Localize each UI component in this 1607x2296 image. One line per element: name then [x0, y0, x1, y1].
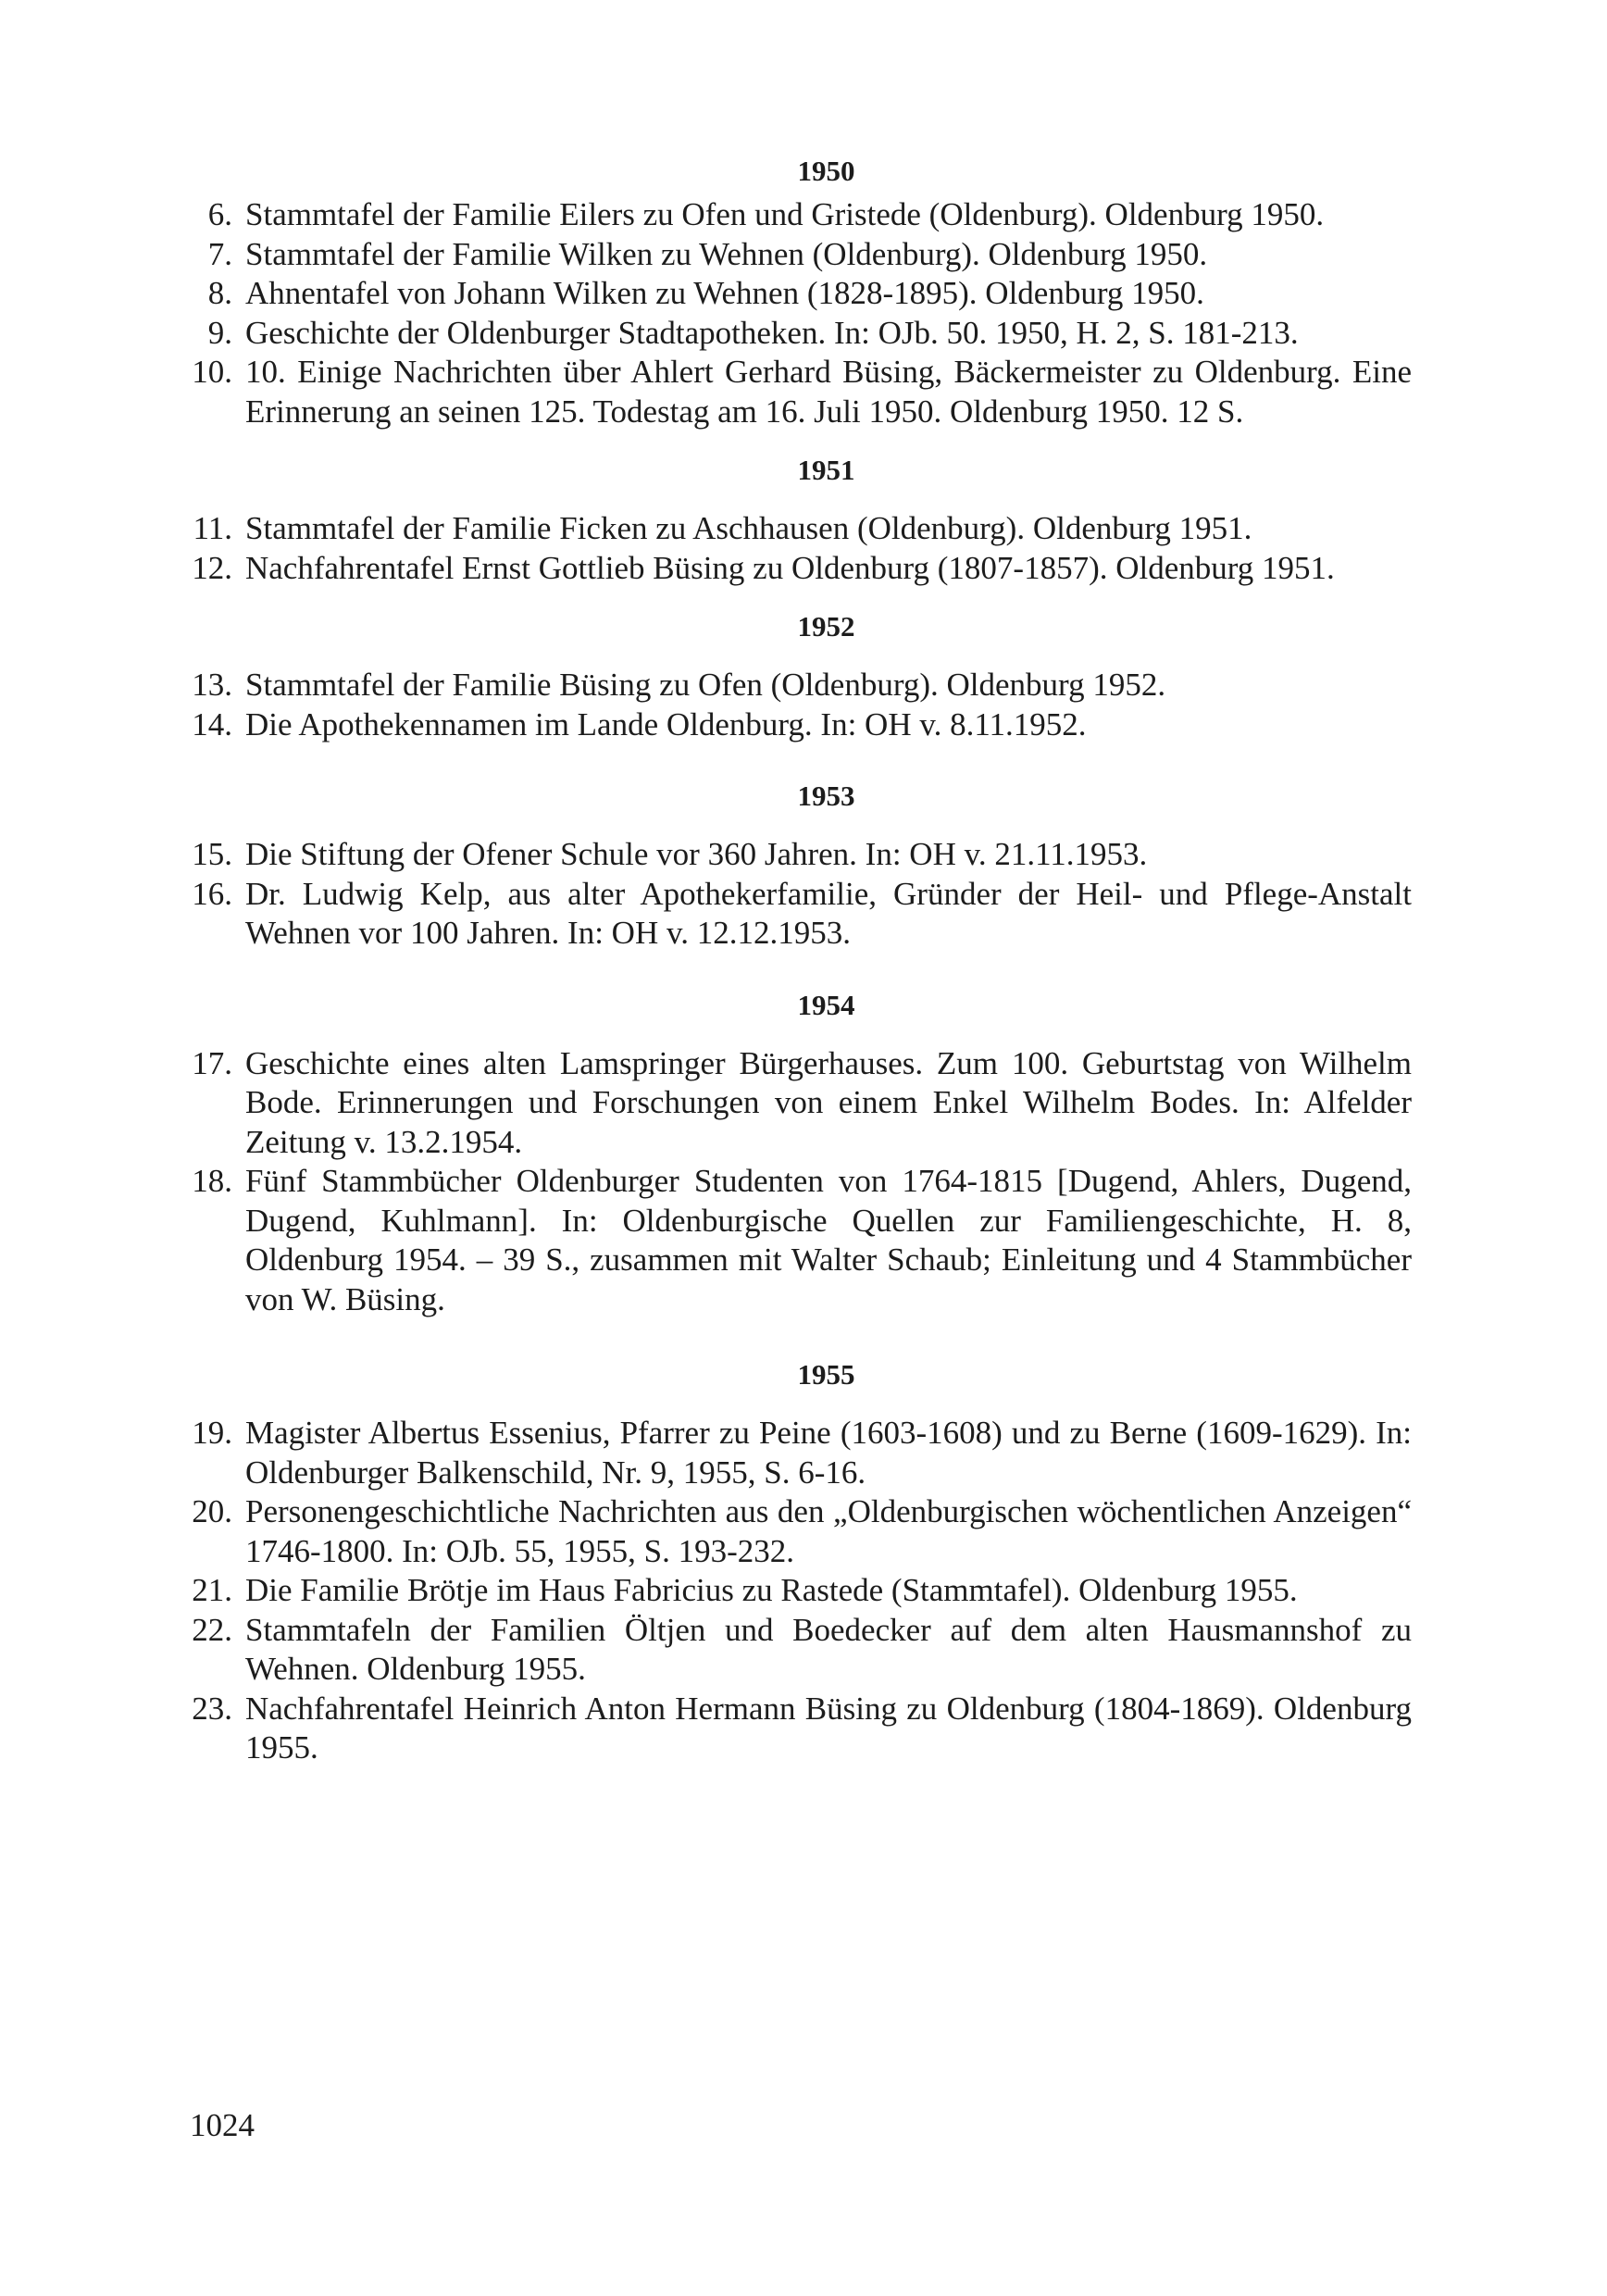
bibliography-entry: [190, 1690, 1412, 1768]
entry-text: Ahnentafel von Johann Wilken zu Wehnen (1828-1895). Oldenburg 1950.: [245, 275, 1204, 311]
entry-text: Nachfahrentafel Heinrich Anton Hermann Büsing zu Oldenburg (1804-1869). Oldenburg 1955.: [245, 1690, 1412, 1766]
entry-number: 23.: [192, 1690, 232, 1727]
entry-text: Geschichte eines alten Lamspringer Bürgerhauses. Zum 100. Geburtstag von Wilhelm Bode. Erinnerungen und Forschungen von einem Enkel Wilhelm Bodes. In: Alfelder Zeitung v. 13.2.1954.: [245, 1044, 1412, 1160]
entry-number: 8.: [207, 275, 232, 311]
entry-text: Nachfahrentafel Ernst Gottlieb Büsing zu Oldenburg (1807-1857). Oldenburg 1951.: [245, 549, 1335, 586]
entry-text: Fünf Stammbücher Oldenburger Studenten von 1764-1815 [Dugend, Ahlers, Dugend, Dugend, Kuhlmann]. In: Oldenburgische Quellen zur Familiengeschichte, H. 8, Oldenburg 1954. – 39 S., zusammen mit Walter Schaub; Einleitung und 4 Stammbücher von W. Büsing.: [245, 1163, 1412, 1317]
entry-text: Stammtafel der Familie Wilken zu Wehnen (Oldenburg). Oldenburg 1950.: [245, 235, 1208, 272]
year-heading: 1954: [797, 988, 855, 1021]
bibliography-entry: [190, 1571, 1412, 1611]
entry-number: 14.: [192, 705, 232, 742]
entry-text: Magister Albertus Essenius, Pfarrer zu Peine (1603-1608) und zu Berne (1609-1629). In: Oldenburger Balkenschild, Nr. 9, 1955, S. 6-16.: [245, 1415, 1412, 1491]
entry-number: 17.: [192, 1044, 232, 1081]
entry-number: 18.: [192, 1163, 232, 1199]
bibliography-entry: [190, 549, 1412, 589]
bibliography-entry: [190, 875, 1412, 954]
entry-number: 19.: [192, 1415, 232, 1451]
entry-number: 9.: [207, 314, 232, 351]
bibliography-entry: [190, 235, 1412, 275]
entry-text: Personengeschichtliche Nachrichten aus den „Oldenburgischen wöchentlichen Anzeigen“ 1746-1800. In: OJb. 55, 1955, S. 193-232.: [245, 1493, 1412, 1569]
bibliography-entry: [190, 1611, 1412, 1690]
entry-text: Stammtafel der Familie Ficken zu Aschhausen (Oldenburg). Oldenburg 1951.: [245, 510, 1252, 546]
bibliography-entry: [190, 274, 1412, 314]
year-heading: 1950: [797, 155, 855, 187]
bibliography-entry: [190, 1162, 1412, 1319]
entry-text: Die Stiftung der Ofener Schule vor 360 Jahren. In: OH v. 21.11.1953.: [245, 836, 1148, 872]
year-heading: 1951: [797, 454, 855, 486]
bibliography-entry: [190, 705, 1412, 745]
entry-number: 22.: [192, 1611, 232, 1648]
entry-text: Stammtafeln der Familien Öltjen und Boedecker auf dem alten Hausmannshof zu Wehnen. Oldenburg 1955.: [245, 1611, 1412, 1687]
entry-number: 11.: [193, 510, 232, 546]
bibliography-entry: [190, 314, 1412, 354]
entry-text: Stammtafel der Familie Büsing zu Ofen (Oldenburg). Oldenburg 1952.: [245, 667, 1166, 703]
bibliography-entry: [190, 1492, 1412, 1571]
bibliography-entry: [190, 509, 1412, 549]
entry-text: Die Familie Brötje im Haus Fabricius zu Rastede (Stammtafel). Oldenburg 1955.: [245, 1572, 1298, 1608]
entry-number: 16.: [192, 875, 232, 912]
year-heading: 1955: [797, 1358, 855, 1391]
entry-number: 21.: [192, 1572, 232, 1608]
page-number: 1024: [190, 2107, 255, 2143]
entry-number: 6.: [207, 196, 232, 232]
entry-text: Geschichte der Oldenburger Stadtapotheken. In: OJb. 50. 1950, H. 2, S. 181-213.: [245, 314, 1299, 351]
entry-number: 13.: [192, 667, 232, 703]
entry-number: 10.: [192, 354, 232, 390]
entry-text: Die Apothekennamen im Lande Oldenburg. In: OH v. 8.11.1952.: [245, 705, 1087, 742]
entry-number: 15.: [192, 836, 232, 872]
entry-number: 20.: [192, 1493, 232, 1529]
bibliography-entry: [190, 195, 1412, 235]
bibliography-page: [190, 153, 1412, 1768]
bibliography-entry: [190, 666, 1412, 705]
entry-text: Stammtafel der Familie Eilers zu Ofen und Gristede (Oldenburg). Oldenburg 1950.: [245, 196, 1325, 232]
bibliography-entry: [190, 1414, 1412, 1492]
year-heading: 1952: [797, 610, 855, 643]
bibliography-entry: [190, 835, 1412, 875]
entry-text: Dr. Ludwig Kelp, aus alter Apothekerfamilie, Gründer der Heil- und Pflege-Anstalt Wehnen vor 100 Jahren. In: OH v. 12.12.1953.: [245, 875, 1412, 951]
bibliography-entry: [190, 1044, 1412, 1163]
entry-text: 10. Einige Nachrichten über Ahlert Gerhard Büsing, Bäckermeister zu Oldenburg. Eine Erinnerung an seinen 125. Todestag am 16. Juli 1950. Oldenburg 1950. 12 S.: [245, 354, 1412, 430]
entry-number: 7.: [207, 235, 232, 272]
entry-number: 12.: [192, 549, 232, 586]
bibliography-entry: [190, 353, 1412, 431]
year-heading: 1953: [797, 780, 855, 812]
